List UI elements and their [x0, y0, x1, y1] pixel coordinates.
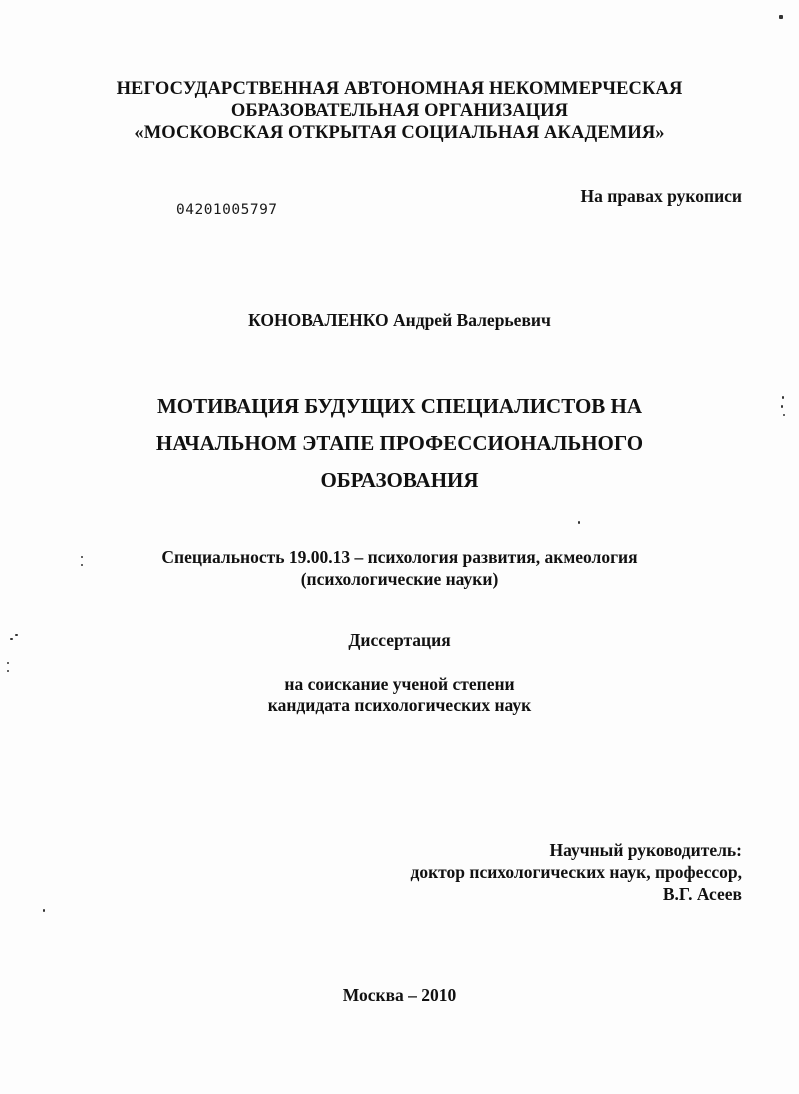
specialty	[0, 546, 799, 590]
scan-speck	[779, 15, 783, 19]
degree-statement	[0, 674, 799, 716]
title-line-1: МОТИВАЦИЯ БУДУЩИХ СПЕЦИАЛИСТОВ НА	[156, 394, 643, 418]
scan-speck	[578, 521, 580, 524]
organization-line-3: «МОСКОВСКАЯ ОТКРЫТАЯ СОЦИАЛЬНАЯ АКАДЕМИЯ»	[134, 123, 665, 143]
document-type: Диссертация	[348, 630, 451, 650]
supervisor-block	[410, 839, 742, 905]
scan-speck	[7, 662, 9, 664]
scan-speck	[782, 396, 784, 399]
manuscript-note: На правах рукописи	[580, 186, 742, 206]
scan-speck	[81, 564, 83, 566]
catalog-number-stamp: 04201005797	[176, 202, 278, 218]
supervisor-label: Научный руководитель:	[549, 840, 742, 860]
author-name: КОНОВАЛЕНКО Андрей Валерьевич	[248, 310, 551, 330]
organization-line-2: ОБРАЗОВАТЕЛЬНАЯ ОРГАНИЗАЦИЯ	[230, 101, 569, 121]
supervisor-name: В.Г. Асеев	[662, 884, 742, 904]
scan-speck	[81, 556, 83, 558]
title-line-2: НАЧАЛЬНОМ ЭТАПЕ ПРОФЕССИОНАЛЬНОГО	[155, 431, 644, 455]
title-line-3: ОБРАЗОВАНИЯ	[320, 468, 479, 492]
scan-speck	[10, 638, 13, 640]
scan-speck	[15, 634, 18, 636]
organization-line-1: НЕГОСУДАРСТВЕННАЯ АВТОНОМНАЯ НЕКОММЕРЧЕСКАЯ	[116, 79, 683, 99]
specialty-line-2: (психологические науки)	[300, 569, 499, 589]
specialty-line-1: Специальность 19.00.13 – психология развития, акмеология	[161, 547, 638, 567]
organization-header	[0, 78, 799, 144]
degree-line-2: кандидата психологических наук	[267, 695, 532, 715]
city-year: Москва – 2010	[342, 985, 457, 1005]
supervisor-rank: доктор психологических наук, профессор,	[410, 862, 742, 882]
scan-speck	[781, 405, 783, 408]
dissertation-title	[0, 388, 799, 499]
scan-speck	[7, 670, 9, 672]
degree-line-1: на соискание ученой степени	[284, 674, 515, 694]
scan-speck	[43, 909, 45, 912]
scan-speck	[783, 414, 785, 416]
